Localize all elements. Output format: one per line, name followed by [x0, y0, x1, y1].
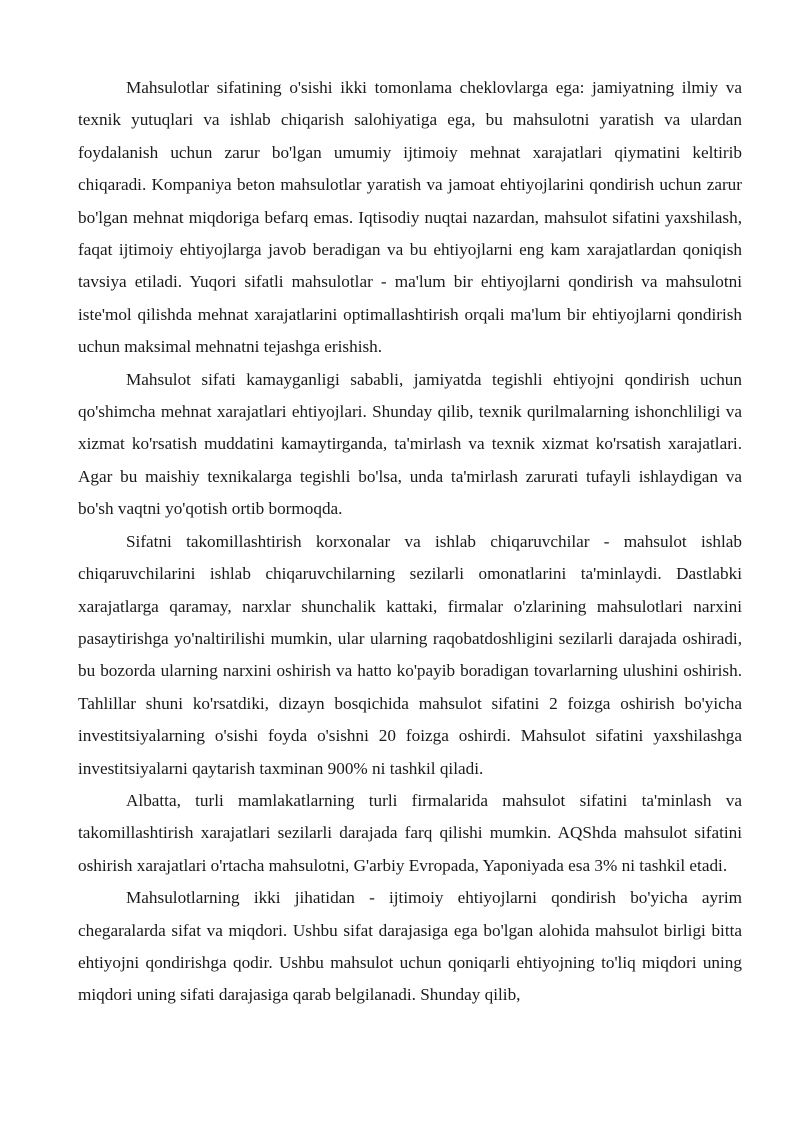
paragraph: Mahsulotlarning ikki jihatidan - ijtimoiy ehtiyojlarni qondirish bo'yicha ayrim chegaralarda sifat va miqdori. Ushbu sifat darajasiga ega bo'lgan alohida mahsulot birligi bitta ehtiyojni qondirishga qodir. Ushbu mahsulot uchun qoniqarli ehtiyojning to'liq miqdori uning miqdori uning sifati darajasiga qarab belgilanadi. Shunday qilib,: [78, 888, 742, 1005]
paragraph: Mahsulotlar sifatining o'sishi ikki tomonlama cheklovlarga ega: jamiyatning ilmiy va texnik yutuqlari va ishlab chiqarish salohiyatiga ega, bu mahsulotni yaratish va ulardan foydalanish uchun zarur bo'lgan umumiy ijtimoiy mehnat xarajatlari qiymatini keltirib chiqaradi. Kompaniya beton mahsulotlar yaratish va jamoat ehtiyojlarini qondirish uchun zarur bo'lgan mehnat miqdoriga befarq emas. Iqtisodiy nuqtai nazardan, mahsulot sifatini yaxshilash, faqat ijtimoiy ehtiyojlarga javob beradigan va bu ehtiyojlarni eng kam xarajatlardan qoniqish tavsiya etiladi. Yuqori sifatli mahsulotlar - ma'lum bir ehtiyojlarni qondirish va mahsulotni iste'mol qilishda mehnat xarajatlarini optimallashtirish orqali ma'lum bir ehtiyojlarni qondirish uchun maksimal mehnatni tejashga erishish.: [78, 78, 742, 357]
document-page: [78, 72, 742, 1012]
paragraph: Sifatni takomillashtirish korxonalar va ishlab chiqaruvchilar - mahsulot ishlab chiqaruvchilarini ishlab chiqaruvchilarning sezilarli omonatlarini ta'minlaydi. Dastlabki xarajatlarga qaramay, narxlar shunchalik kattaki, firmalar o'zlarining mahsulotlari narxini pasaytirishga yo'naltirilishi mumkin, ular ularning raqobatdoshligini sezilarli darajada oshiradi, bu bozorda ularning narxini oshirish va hatto ko'payib boradigan tovarlarning ulushini oshirish. Tahlillar shuni ko'rsatdiki, dizayn bosqichida mahsulot sifatini 2 foizga oshirish bo'yicha investitsiyalarning o'sishi foyda o'sishni 20 foizga oshirdi. Mahsulot sifatini yaxshilashga investitsiyalarni qaytarish taxminan 900% ni tashkil qiladi.: [78, 531, 742, 778]
paragraph: Albatta, turli mamlakatlarning turli firmalarida mahsulot sifatini ta'minlash va takomillashtirish xarajatlari sezilarli darajada farq qilishi mumkin. AQShda mahsulot sifatini oshirish xarajatlari o'rtacha mahsulotni, G'arbiy Evropada, Yaponiyada esa 3% ni tashkil etadi.: [78, 790, 742, 875]
paragraph: Mahsulot sifati kamayganligi sababli, jamiyatda tegishli ehtiyojni qondirish uchun qo'shimcha mehnat xarajatlari ehtiyojlari. Shunday qilib, texnik qurilmalarning ishonchliligi va xizmat ko'rsatish muddatini kamaytirganda, ta'mirlash va texnik xizmat ko'rsatish xarajatlari. Agar bu maishiy texnikalarga tegishli bo'lsa, unda ta'mirlash zarurati tufayli ishlaydigan va bo'sh vaqtni yo'qotish ortib bormoqda.: [78, 369, 742, 519]
